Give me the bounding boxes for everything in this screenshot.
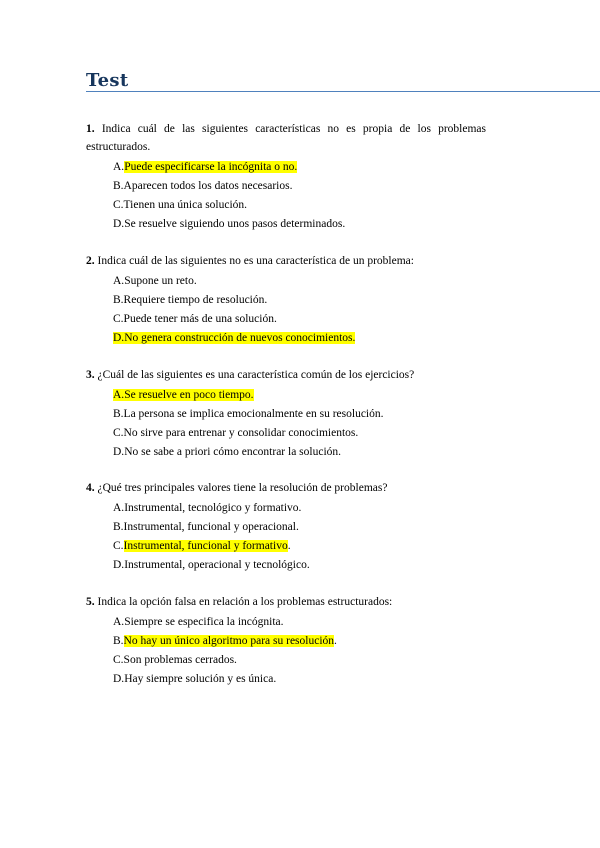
option-d: [113, 329, 486, 348]
question-text: [86, 120, 486, 156]
option-letter: C.: [113, 540, 124, 552]
question-text: [86, 593, 486, 611]
page-title: Test: [86, 70, 129, 91]
option-text: Hay siempre solución y es única.: [124, 673, 277, 685]
answer-options: [113, 386, 486, 462]
option-trailing-period: .: [287, 540, 291, 552]
question-text: [86, 366, 486, 384]
option-letter: A.: [113, 389, 125, 401]
option-c: [113, 537, 486, 556]
option-text-highlighted: No hay un único algoritmo para su resolución: [123, 635, 335, 647]
option-c: [113, 424, 486, 443]
option-trailing-period: .: [334, 635, 337, 647]
option-letter: D.: [113, 332, 125, 344]
title-underline: [86, 91, 600, 92]
option-text: Puede tener más de una solución.: [123, 313, 277, 325]
option-letter: B.: [113, 294, 124, 306]
option-letter: D.: [113, 673, 125, 685]
option-letter: A.: [113, 616, 125, 628]
answer-options: [113, 158, 486, 234]
option-text: Tienen una única solución.: [123, 199, 248, 211]
question-number: 5.: [86, 596, 95, 608]
option-c: [113, 651, 486, 670]
option-a: [113, 158, 486, 177]
answer-options: [113, 613, 486, 689]
option-letter: C.: [113, 427, 124, 439]
option-text: Instrumental, operacional y tecnológico.: [124, 559, 310, 571]
option-letter: A.: [113, 502, 125, 514]
option-text-highlighted: No genera construcción de nuevos conocimientos.: [124, 332, 356, 344]
option-c: [113, 310, 486, 329]
option-text-highlighted: Se resuelve en poco tiempo.: [124, 389, 254, 401]
option-b: [113, 405, 486, 424]
question-number: 2.: [86, 255, 95, 267]
question-number: 3.: [86, 369, 95, 381]
option-text: Instrumental, funcional y operacional.: [123, 521, 299, 533]
option-letter: B.: [113, 180, 124, 192]
question-1: [86, 120, 486, 234]
option-b: [113, 177, 486, 196]
option-letter: D.: [113, 218, 125, 230]
option-text: No sirve para entrenar y consolidar conocimientos.: [123, 427, 359, 439]
option-letter: C.: [113, 654, 124, 666]
option-d: [113, 443, 486, 462]
option-text: Instrumental, tecnológico y formativo.: [124, 502, 302, 514]
question-prompt: Indica cuál de las siguientes no es una característica de un problema:: [97, 255, 414, 267]
option-d: [113, 670, 486, 689]
question-prompt: Indica la opción falsa en relación a los problemas estructurados:: [97, 596, 393, 608]
option-text-highlighted: Puede especificarse la incógnita o no.: [124, 161, 298, 173]
question-prompt: Indica cuál de las siguientes características no es propia de los problemas estructurados.: [86, 123, 486, 153]
option-text-highlighted: Instrumental, funcional y formativo: [123, 540, 288, 552]
question-number: 4.: [86, 482, 95, 494]
option-text: Requiere tiempo de resolución.: [123, 294, 268, 306]
option-d: [113, 215, 486, 234]
question-5: [86, 593, 486, 689]
option-letter: B.: [113, 521, 124, 533]
question-4: [86, 479, 486, 575]
question-text: [86, 479, 486, 497]
option-c: [113, 196, 486, 215]
question-prompt: ¿Cuál de las siguientes es una característica común de los ejercicios?: [97, 369, 415, 381]
option-text: La persona se implica emocionalmente en su resolución.: [123, 408, 384, 420]
option-a: [113, 386, 486, 405]
option-letter: A.: [113, 275, 125, 287]
option-text: Son problemas cerrados.: [123, 654, 237, 666]
answer-options: [113, 499, 486, 575]
option-b: [113, 291, 486, 310]
option-letter: B.: [113, 635, 124, 647]
question-2: [86, 252, 486, 348]
option-b: [113, 632, 486, 651]
option-text: No se sabe a priori cómo encontrar la solución.: [124, 446, 342, 458]
option-a: [113, 272, 486, 291]
option-a: [113, 613, 486, 632]
option-text: Supone un reto.: [124, 275, 197, 287]
question-number: 1.: [86, 123, 95, 135]
option-letter: D.: [113, 559, 125, 571]
option-text: Aparecen todos los datos necesarios.: [123, 180, 293, 192]
question-text: [86, 252, 486, 270]
option-letter: C.: [113, 199, 124, 211]
option-letter: B.: [113, 408, 124, 420]
option-letter: C.: [113, 313, 124, 325]
option-letter: D.: [113, 446, 125, 458]
option-letter: A.: [113, 161, 125, 173]
option-text: Se resuelve siguiendo unos pasos determinados.: [124, 218, 346, 230]
option-a: [113, 499, 486, 518]
question-3: [86, 366, 486, 462]
question-prompt: ¿Qué tres principales valores tiene la resolución de problemas?: [97, 482, 388, 494]
option-text: Siempre se especifica la incógnita.: [124, 616, 284, 628]
option-d: [113, 556, 486, 575]
option-b: [113, 518, 486, 537]
answer-options: [113, 272, 486, 348]
